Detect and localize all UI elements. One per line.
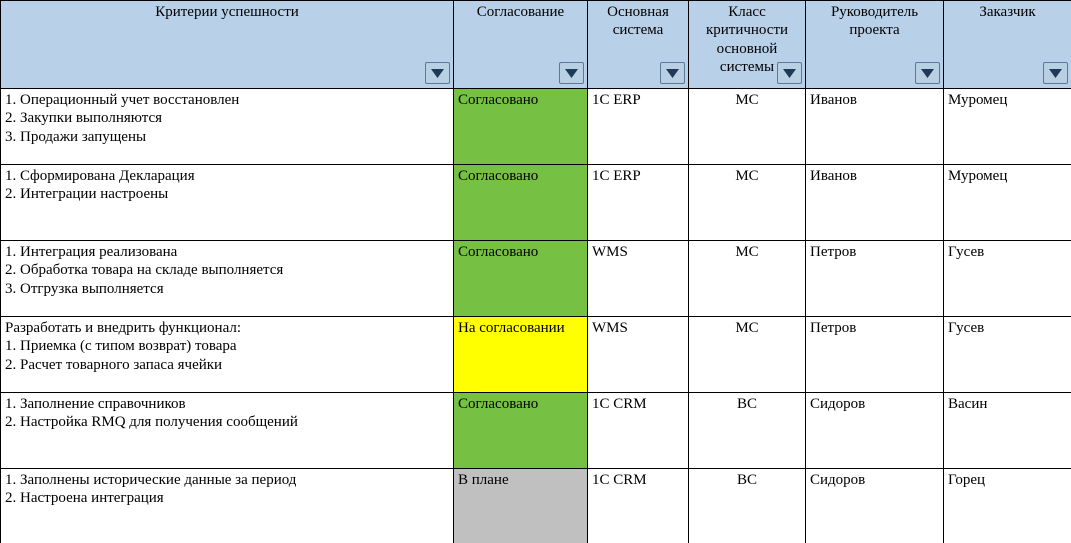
criteria-line: 1. Операционный учет восстановлен	[5, 92, 240, 108]
cell-criteria[interactable]	[1, 393, 454, 469]
header-criticality-class	[689, 1, 806, 89]
table-row	[1, 393, 1071, 469]
criteria-line: 2. Настройка RMQ для получения сообщений	[5, 414, 298, 431]
cell-project-manager[interactable]: Сидоров	[806, 393, 944, 469]
cell-criteria[interactable]	[1, 89, 454, 165]
cell-customer[interactable]: Муромец	[944, 165, 1071, 241]
criteria-line: Разработать и внедрить функционал:	[5, 320, 242, 336]
header-customer-label: Заказчик	[979, 4, 1036, 20]
header-project-manager	[806, 1, 944, 89]
cell-main-system[interactable]: 1С CRM	[588, 469, 689, 543]
cell-project-manager[interactable]: Петров	[806, 241, 944, 317]
filter-dropdown-icon[interactable]	[559, 62, 584, 84]
criteria-line: 1. Заполнение справочников	[5, 396, 186, 412]
cell-main-system[interactable]: 1С ERP	[588, 165, 689, 241]
cell-project-manager[interactable]: Петров	[806, 317, 944, 393]
cell-customer[interactable]: Гусев	[944, 241, 1071, 317]
cell-customer[interactable]: Васин	[944, 393, 1071, 469]
header-main-system-label: Основная система	[607, 4, 669, 39]
header-main-system	[588, 1, 689, 89]
header-row	[1, 1, 1071, 89]
criteria-line: 1. Сформирована Декларация	[5, 168, 195, 184]
filter-dropdown-icon[interactable]	[660, 62, 685, 84]
cell-criticality-class[interactable]: MC	[689, 317, 806, 393]
criteria-line: 2. Закупки выполняются	[5, 110, 163, 127]
filter-dropdown-icon[interactable]	[915, 62, 940, 84]
header-project-manager-label: Руководитель проекта	[830, 4, 919, 39]
cell-approval-status[interactable]: На согласовании	[454, 317, 588, 393]
cell-project-manager[interactable]: Иванов	[806, 165, 944, 241]
cell-customer[interactable]: Гусев	[944, 317, 1071, 393]
cell-criteria[interactable]	[1, 241, 454, 317]
header-customer	[944, 1, 1071, 89]
header-criteria-label: Критерии успешности	[155, 4, 299, 20]
cell-customer[interactable]: Горец	[944, 469, 1071, 543]
cell-main-system[interactable]: 1С ERP	[588, 89, 689, 165]
cell-criticality-class[interactable]: ВС	[689, 469, 806, 543]
cell-criteria[interactable]	[1, 469, 454, 543]
table-body	[1, 89, 1071, 543]
table-row	[1, 241, 1071, 317]
cell-project-manager[interactable]: Сидоров	[806, 469, 944, 543]
cell-main-system[interactable]: WMS	[588, 241, 689, 317]
table-row	[1, 165, 1071, 241]
criteria-line: 3. Продажи запущены	[5, 128, 147, 145]
cell-criticality-class[interactable]: ВС	[689, 393, 806, 469]
criteria-line: 2. Обработка товара на складе выполняется	[5, 262, 284, 279]
cell-criticality-class[interactable]: MC	[689, 89, 806, 165]
table-header	[1, 1, 1071, 89]
header-approval-label: Согласование	[476, 4, 565, 20]
cell-main-system[interactable]: WMS	[588, 317, 689, 393]
filter-dropdown-icon[interactable]	[425, 62, 450, 84]
criteria-line: 2. Расчет товарного запаса ячейки	[5, 356, 223, 373]
table-row	[1, 89, 1071, 165]
cell-criteria[interactable]	[1, 317, 454, 393]
header-criticality-class-label: Класс критичности основной системы	[705, 4, 789, 75]
cell-approval-status[interactable]: Согласовано	[454, 393, 588, 469]
filter-dropdown-icon[interactable]	[1043, 62, 1068, 84]
table-row	[1, 317, 1071, 393]
cell-criticality-class[interactable]: MC	[689, 241, 806, 317]
criteria-line: 2. Настроена интеграция	[5, 490, 164, 507]
cell-criticality-class[interactable]: MC	[689, 165, 806, 241]
table-row	[1, 469, 1071, 543]
criteria-line: 1. Заполнены исторические данные за период	[5, 472, 297, 488]
criteria-line: 3. Отгрузка выполняется	[5, 280, 164, 297]
criteria-line: 1. Приемка (с типом возврат) товара	[5, 338, 237, 355]
cell-approval-status[interactable]: Согласовано	[454, 89, 588, 165]
cell-customer[interactable]: Муромец	[944, 89, 1071, 165]
criteria-line: 1. Интеграция реализована	[5, 244, 178, 260]
criteria-line: 2. Интеграции настроены	[5, 186, 169, 203]
cell-approval-status[interactable]: Согласовано	[454, 165, 588, 241]
cell-project-manager[interactable]: Иванов	[806, 89, 944, 165]
cell-approval-status[interactable]: В плане	[454, 469, 588, 543]
header-approval	[454, 1, 588, 89]
filter-dropdown-icon[interactable]	[777, 62, 802, 84]
cell-criteria[interactable]	[1, 165, 454, 241]
cell-approval-status[interactable]: Согласовано	[454, 241, 588, 317]
cell-main-system[interactable]: 1С CRM	[588, 393, 689, 469]
header-criteria	[1, 1, 454, 89]
